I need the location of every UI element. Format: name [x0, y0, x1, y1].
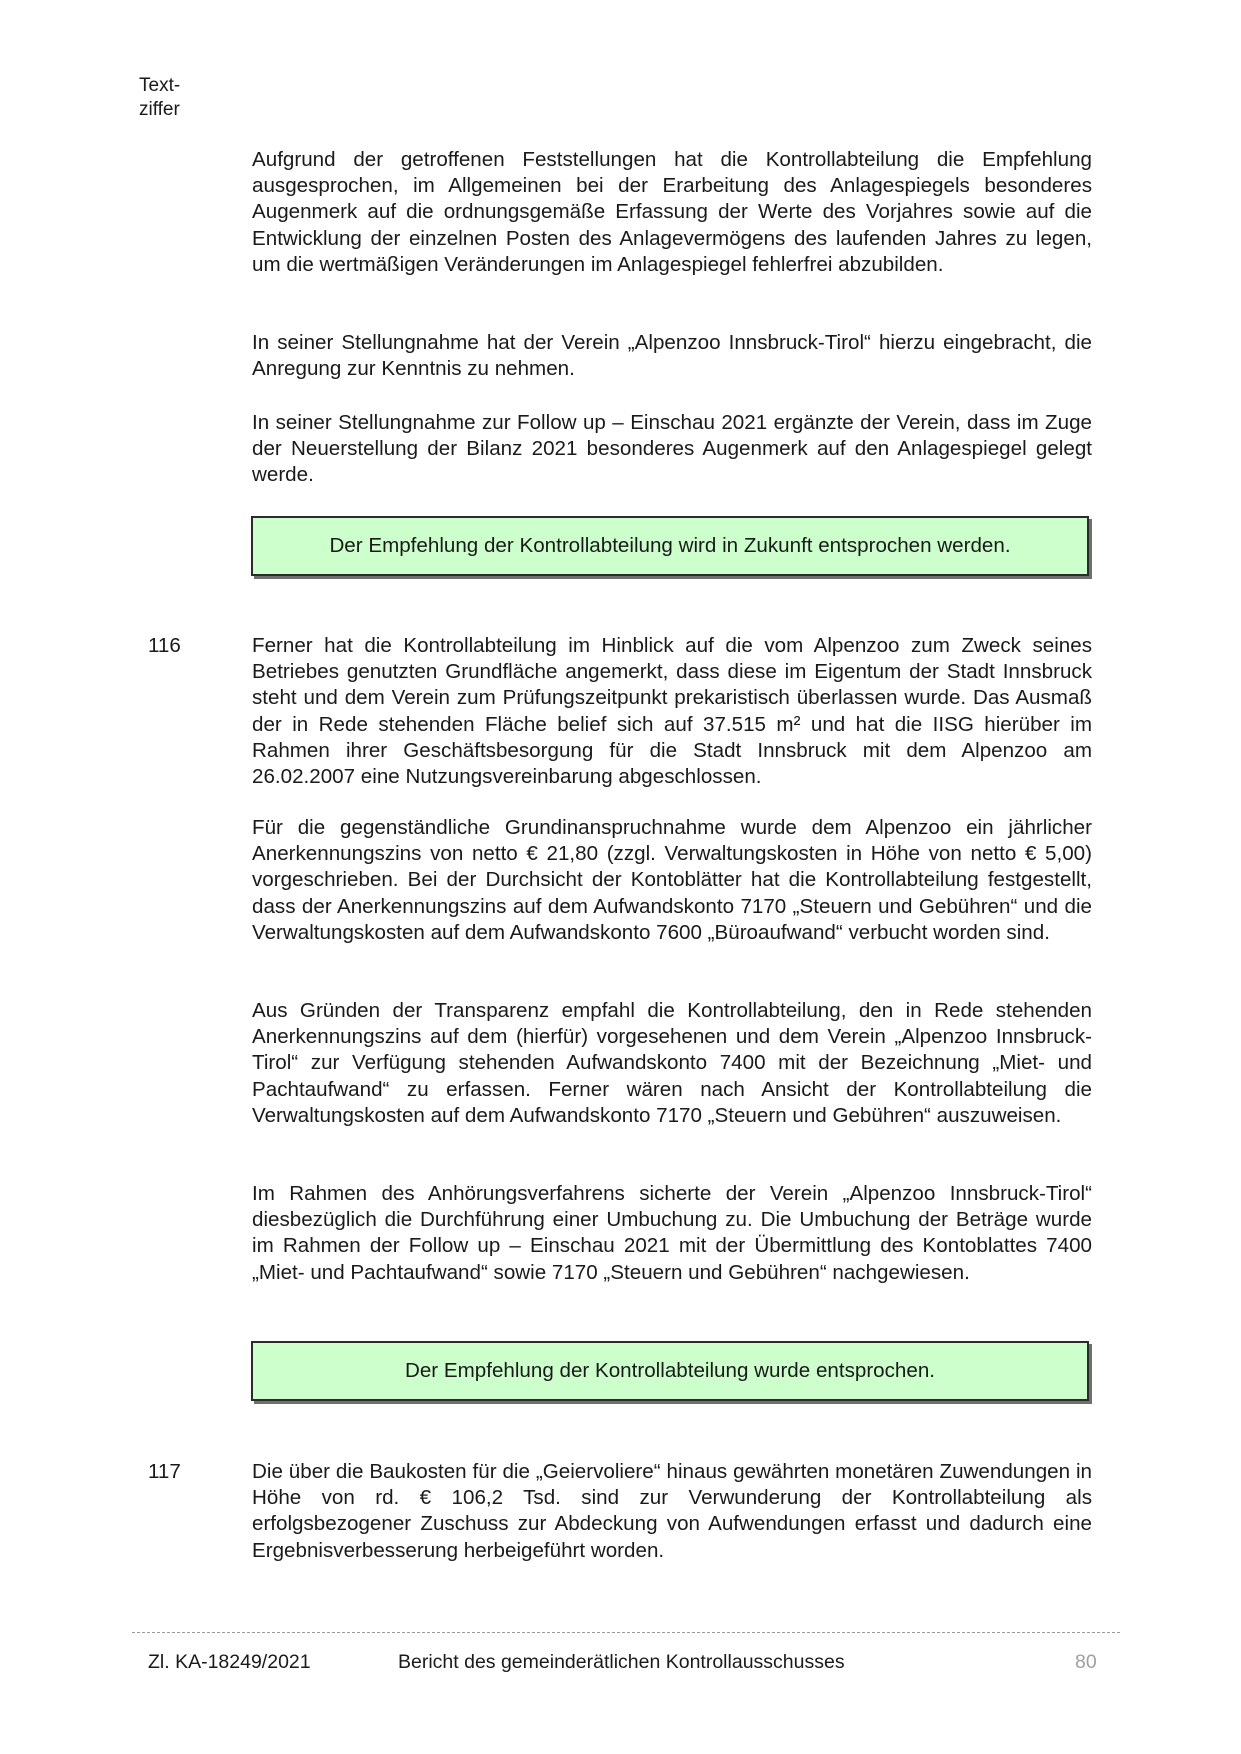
paragraph-116-anhoerungsverfahren: Im Rahmen des Anhörungsverfahrens sicherte der Verein „Alpenzoo Innsbruck-Tirol“ diesbezüglich die Durchführung einer Umbuchung zu. Die Umbuchung der Beträge wurde im Rahmen der Follow up – Einschau 2021 mit der Übermittlung des Kontoblattes 7400 „Miet- und Pachtaufwand“ sowie 7170 „Steuern und Gebühren“ nachgewiesen. [252, 1182, 1092, 1284]
section-number-117: 117 [148, 1460, 181, 1483]
section-number-116: 116 [148, 634, 181, 657]
paragraph-stellungnahme-verein: In seiner Stellungnahme hat der Verein „Alpenzoo Innsbruck-Tirol“ hierzu eingebracht, die Anregung zur Kenntnis zu nehmen. [252, 331, 1092, 381]
paragraph-follow-up-stellungnahme: In seiner Stellungnahme zur Follow up – Einschau 2021 ergänzte der Verein, dass im Zuge der Neuerstellung der Bilanz 2021 besonderes Augenmerk auf den Anlagespiegel gelegt werde. [252, 411, 1092, 487]
recommendation-box-future [251, 516, 1089, 576]
recommendation-box-done [251, 1341, 1089, 1401]
margin-label-line2: ziffer [139, 99, 180, 120]
paragraph-116-grundflaeche: Ferner hat die Kontrollabteilung im Hinblick auf die vom Alpenzoo zum Zweck seines Betriebes genutzten Grundfläche angemerkt, dass diese im Eigentum der Stadt Innsbruck steht und dem Verein zum Prüfungszeitpunkt prekaristisch überlassen wurde. Das Ausmaß der in Rede stehenden Fläche belief sich auf 37.515 m² und hat die IISG hierüber im Rahmen ihrer Geschäftsbesorgung für die Stadt Innsbruck mit dem Alpenzoo am 26.02.2007 eine Nutzungsvereinbarung abgeschlossen. [252, 634, 1092, 789]
paragraph-116-transparenz: Aus Gründen der Transparenz empfahl die Kontrollabteilung, den in Rede stehenden Anerkennungszins auf dem (hierfür) vorgesehenen und dem Verein „Alpenzoo Innsbruck-Tirol“ zur Verfügung stehenden Aufwandskonto 7400 mit der Bezeichnung „Miet- und Pachtaufwand“ zu erfassen. Ferner wären nach Ansicht der Kontrollabteilung die Verwaltungskosten auf dem Aufwandskonto 7170 „Steuern und Gebühren“ auszuweisen. [252, 999, 1092, 1127]
page-number: 80 [1075, 1651, 1097, 1673]
footer-reference: Zl. KA-18249/2021 [148, 1651, 311, 1673]
footer-divider [132, 1632, 1120, 1633]
footer-title: Bericht des gemeinderätlichen Kontrollausschusses [398, 1651, 845, 1673]
paragraph-117-geiervoliere: Die über die Baukosten für die „Geiervoliere“ hinaus gewährten monetären Zuwendungen in Höhe von rd. € 106,2 Tsd. sind zur Verwunderung der Kontrollabteilung als erfolgsbezogener Zuschuss zur Abdeckung von Aufwendungen erfasst und dadurch eine Ergebnisverbesserung herbeigeführt worden. [252, 1460, 1092, 1562]
margin-label [139, 74, 219, 122]
paragraph-anlagespiegel-empfehlung: Aufgrund der getroffenen Feststellungen hat die Kontrollabteilung die Empfehlung ausgesprochen, im Allgemeinen bei der Erarbeitung des Anlagespiegels besonderes Augenmerk auf die ordnungsgemäße Erfassung der Werte des Vorjahres sowie auf die Entwicklung der einzelnen Posten des Anlagevermögens des laufenden Jahres zu legen, um die wertmäßigen Veränderungen im Anlagespiegel fehlerfrei abzubilden. [252, 148, 1092, 276]
recommendation-box-future-text: Der Empfehlung der Kontrollabteilung wird in Zukunft entsprochen werden. [329, 534, 1011, 557]
margin-label-line1: Text- [139, 75, 181, 96]
paragraph-116-anerkennungszins: Für die gegenständliche Grundinanspruchnahme wurde dem Alpenzoo ein jährlicher Anerkennungszins von netto € 21,80 (zzgl. Verwaltungskosten in Höhe von netto € 5,00) vorgeschrieben. Bei der Durchsicht der Kontoblätter hat die Kontrollabteilung festgestellt, dass der Anerkennungszins auf dem Aufwandskonto 7170 „Steuern und Gebühren“ und die Verwaltungskosten auf dem Aufwandskonto 7600 „Büroaufwand“ verbucht worden sind. [252, 816, 1092, 944]
recommendation-box-done-text: Der Empfehlung der Kontrollabteilung wurde entsprochen. [404, 1359, 936, 1382]
